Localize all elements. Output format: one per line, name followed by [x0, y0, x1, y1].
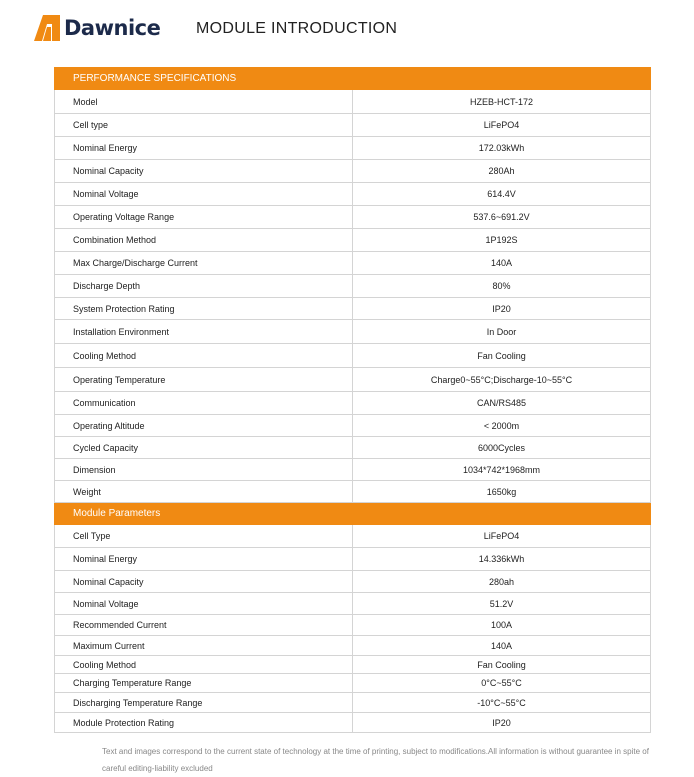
spec-row: [55, 571, 651, 593]
spec-value: -10°C~55°C: [353, 693, 651, 713]
spec-value: In Door: [353, 320, 651, 344]
spec-row: [55, 368, 651, 392]
spec-value: LiFePO4: [353, 525, 651, 548]
spec-value: 1P192S: [353, 229, 651, 252]
specifications-table: [54, 67, 651, 733]
spec-value: Charge0~55°C;Discharge-10~55°C: [353, 368, 651, 392]
spec-value: 100A: [353, 615, 651, 636]
spec-value: 280Ah: [353, 160, 651, 183]
spec-key: Charging Temperature Range: [55, 674, 353, 693]
spec-key: Cooling Method: [55, 656, 353, 674]
spec-key: Model: [55, 90, 353, 114]
spec-value: 80%: [353, 275, 651, 298]
specifications-table-body: [55, 68, 651, 733]
spec-key: Nominal Capacity: [55, 571, 353, 593]
spec-row: [55, 344, 651, 368]
spec-row: [55, 593, 651, 615]
spec-key: Nominal Voltage: [55, 183, 353, 206]
spec-value: Fan Cooling: [353, 656, 651, 674]
spec-row: [55, 252, 651, 275]
spec-value: 280ah: [353, 571, 651, 593]
spec-value: Fan Cooling: [353, 344, 651, 368]
spec-row: [55, 137, 651, 160]
spec-value: 6000Cycles: [353, 437, 651, 459]
page-title: MODULE INTRODUCTION: [196, 20, 398, 37]
spec-key: Installation Environment: [55, 320, 353, 344]
spec-row: [55, 229, 651, 252]
spec-value: 172.03kWh: [353, 137, 651, 160]
spec-value: 140A: [353, 252, 651, 275]
spec-row: [55, 160, 651, 183]
spec-row: [55, 415, 651, 437]
spec-row: [55, 548, 651, 571]
spec-key: Discharge Depth: [55, 275, 353, 298]
spec-value: 0°C~55°C: [353, 674, 651, 693]
spec-row: [55, 481, 651, 503]
spec-value: LiFePO4: [353, 114, 651, 137]
spec-value: < 2000m: [353, 415, 651, 437]
spec-row: [55, 693, 651, 713]
spec-key: Nominal Energy: [55, 137, 353, 160]
spec-value: CAN/RS485: [353, 392, 651, 415]
spec-value: IP20: [353, 713, 651, 733]
spec-key: Cell Type: [55, 525, 353, 548]
spec-key: Cycled Capacity: [55, 437, 353, 459]
dawnice-logo-icon: [34, 15, 60, 41]
section-header-row: [55, 68, 651, 90]
spec-value: 1034*742*1968mm: [353, 459, 651, 481]
spec-key: Dimension: [55, 459, 353, 481]
brand-name: Dawnice: [64, 16, 161, 40]
spec-key: System Protection Rating: [55, 298, 353, 320]
spec-key: Operating Altitude: [55, 415, 353, 437]
spec-key: Max Charge/Discharge Current: [55, 252, 353, 275]
spec-row: [55, 674, 651, 693]
spec-value: IP20: [353, 298, 651, 320]
section-title: PERFORMANCE SPECIFICATIONS: [55, 68, 651, 90]
spec-value: 140A: [353, 636, 651, 656]
spec-key: Communication: [55, 392, 353, 415]
spec-row: [55, 636, 651, 656]
spec-key: Combination Method: [55, 229, 353, 252]
spec-row: [55, 114, 651, 137]
spec-key: Operating Temperature: [55, 368, 353, 392]
spec-row: [55, 656, 651, 674]
spec-row: [55, 298, 651, 320]
spec-key: Nominal Capacity: [55, 160, 353, 183]
spec-key: Discharging Temperature Range: [55, 693, 353, 713]
spec-row: [55, 90, 651, 114]
spec-row: [55, 615, 651, 636]
section-header-row: [55, 503, 651, 525]
spec-row: [55, 459, 651, 481]
spec-key: Recommended Current: [55, 615, 353, 636]
spec-key: Module Protection Rating: [55, 713, 353, 733]
spec-key: Cell type: [55, 114, 353, 137]
spec-row: [55, 206, 651, 229]
section-title: Module Parameters: [55, 503, 651, 525]
spec-value: 1650kg: [353, 481, 651, 503]
spec-row: [55, 437, 651, 459]
page-header: [0, 0, 694, 60]
spec-row: [55, 275, 651, 298]
disclaimer-note: Text and images correspond to the current state of technology at the time of printing, subject to modifications.All information is without guarantee in spite of careful editing-liability excluded: [102, 747, 649, 773]
spec-row: [55, 525, 651, 548]
spec-value: 51.2V: [353, 593, 651, 615]
spec-key: Nominal Energy: [55, 548, 353, 571]
spec-key: Operating Voltage Range: [55, 206, 353, 229]
spec-key: Maximum Current: [55, 636, 353, 656]
spec-key: Cooling Method: [55, 344, 353, 368]
spec-value: 537.6~691.2V: [353, 206, 651, 229]
spec-value: HZEB-HCT-172: [353, 90, 651, 114]
spec-value: 614.4V: [353, 183, 651, 206]
spec-key: Weight: [55, 481, 353, 503]
spec-value: 14.336kWh: [353, 548, 651, 571]
spec-row: [55, 320, 651, 344]
spec-row: [55, 392, 651, 415]
brand-logo[interactable]: [34, 15, 160, 41]
spec-row: [55, 713, 651, 733]
spec-key: Nominal Voltage: [55, 593, 353, 615]
spec-row: [55, 183, 651, 206]
